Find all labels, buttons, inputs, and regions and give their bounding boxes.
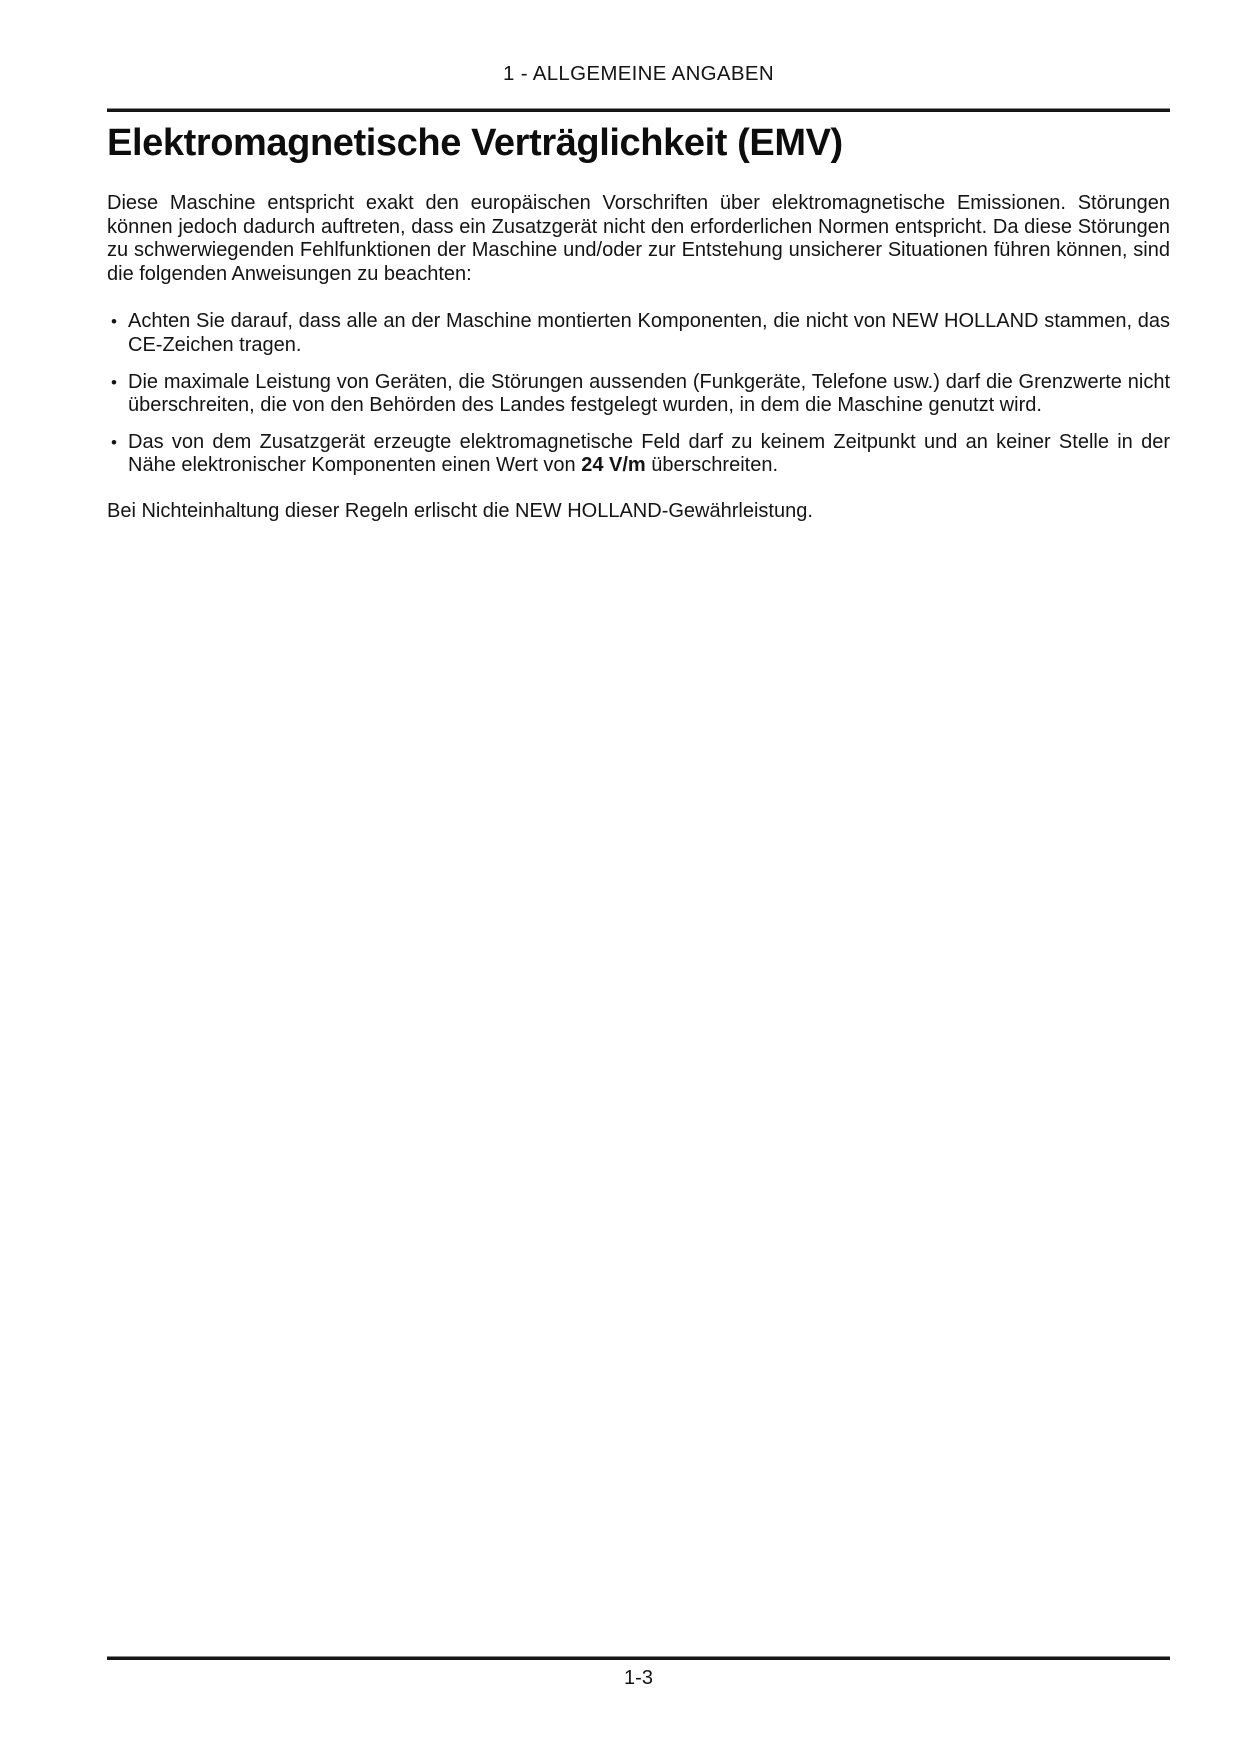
article xyxy=(107,120,1170,524)
list-item-text xyxy=(128,371,1170,418)
header-rule xyxy=(107,108,1170,112)
closing-paragraph: Bei Nichteinhaltung dieser Regeln erlischt die NEW HOLLAND-Gewährleistung. xyxy=(107,499,813,522)
bullet-icon: • xyxy=(111,432,117,452)
list-item-text-bold: 24 V/m xyxy=(581,454,646,477)
list-item-text xyxy=(128,431,1170,478)
running-header-section-title: 1 - ALLGEMEINE ANGABEN xyxy=(503,62,774,85)
intro-paragraph: Diese Maschine entspricht exakt den europäischen Vorschriften über elektromagnetische Emissionen. Störungen können jedoch dadurch auftreten, dass ein Zusatzgerät nicht den erforderlichen Normen entspricht. Da diese Störungen zu schwerwiegenden Fehlfunktionen der Maschine und/oder zur Entstehung unsicherer Situationen führen können, sind die folgenden Anweisungen zu beachten: xyxy=(107,192,1170,285)
list-item xyxy=(107,371,1170,418)
list-item-text-before: Die maximale Leistung von Geräten, die Störungen aussenden (Funkgeräte, Telefone usw.) darf die Grenzwerte nicht überschreiten, die von den Behörden des Landes festgelegt wurden, in dem die Maschine genutzt wird. xyxy=(128,370,1170,417)
footer-rule xyxy=(107,1656,1170,1660)
list-item-text-before: Achten Sie darauf, dass alle an der Maschine montierten Komponenten, die nicht von NEW HOLLAND stammen, das CE-Zeichen tragen. xyxy=(128,310,1170,356)
bullet-icon: • xyxy=(111,312,117,332)
list-item xyxy=(107,431,1170,478)
list-item-text xyxy=(128,310,1170,357)
page-title: Elektromagnetische Verträglichkeit (EMV) xyxy=(107,122,843,164)
page-number: 1-3 xyxy=(624,1667,653,1689)
list-item xyxy=(107,310,1170,357)
bullet-icon: • xyxy=(111,372,117,392)
list-item-text-after: überschreiten. xyxy=(645,454,779,477)
instruction-list xyxy=(107,310,1170,478)
list-item-text-before: Das von dem Zusatzgerät erzeugte elektromagnetische Feld darf zu keinem Zeitpunkt und an keiner Stelle in der Nähe elektronischer Komponenten einen Wert von xyxy=(128,430,1170,477)
